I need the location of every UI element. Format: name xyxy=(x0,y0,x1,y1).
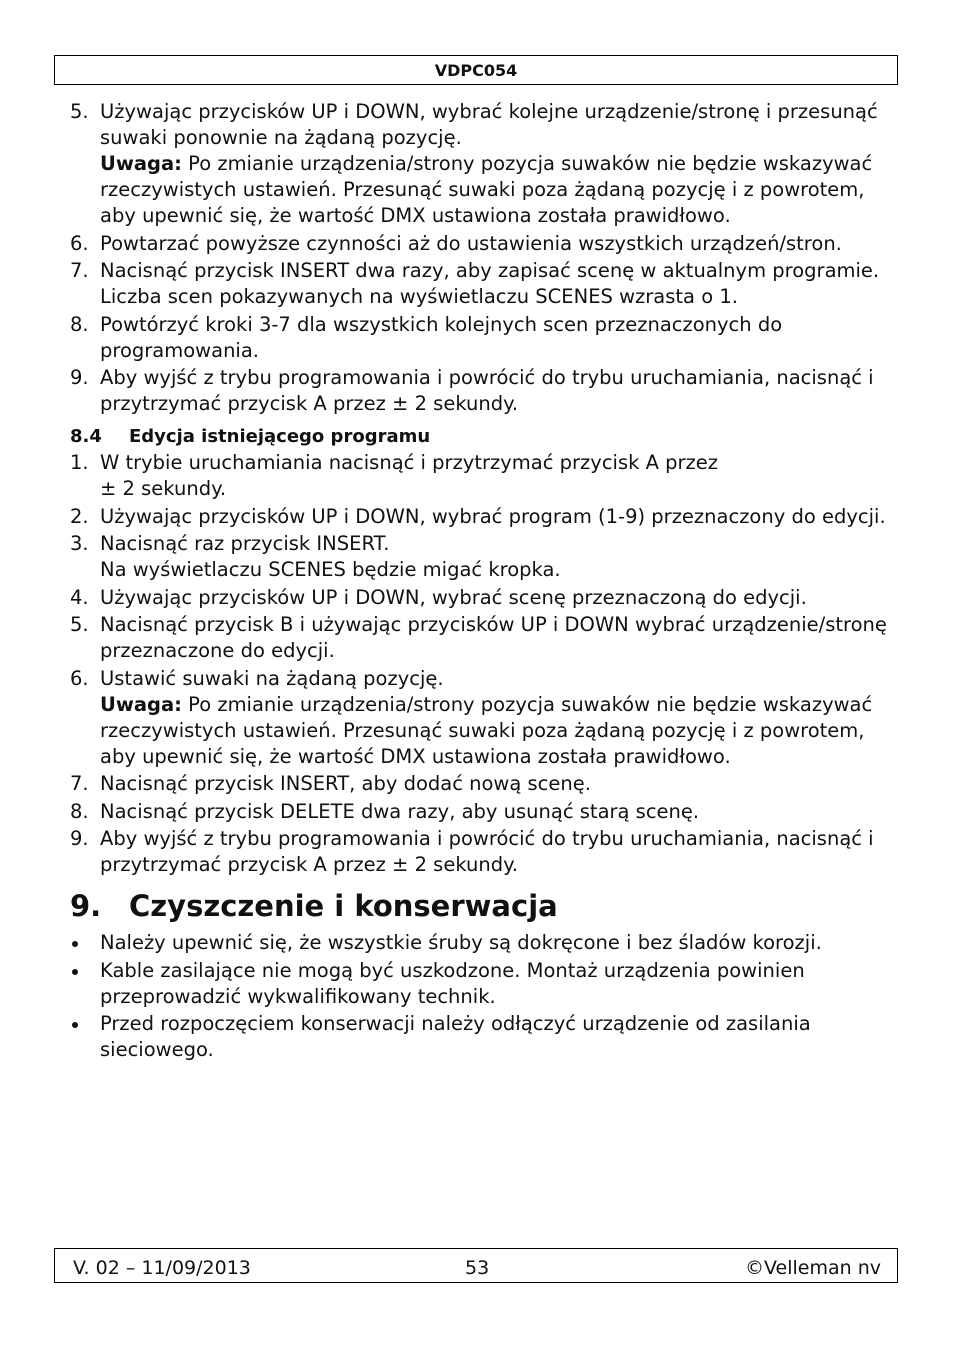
note-label: Uwaga: xyxy=(100,152,182,175)
note-text: Po zmianie urządzenia/strony pozycja suwaków nie będzie wskazywać rzeczywistych ustawień. Przesunąć suwaki poza żądaną pozycję i z powrotem, aby upewnić się, że wartość DMX ustawiona została prawidłowo. xyxy=(100,152,873,227)
section-heading-9: 9. Czyszczenie i konserwacja xyxy=(70,889,558,923)
list-item: Kable zasilające nie mogą być uszkodzone. Montaż urządzenia powinien przeprowadzić wykwalifikowany technik. xyxy=(70,958,890,1010)
header-title: VDPC054 xyxy=(434,60,518,80)
note-label: Uwaga: xyxy=(100,692,182,716)
list-item: Należy upewnić się, że wszystkie śruby są dokręcone i bez śladów korozji. xyxy=(70,930,890,956)
page-content xyxy=(70,99,890,1065)
list-item: 4. Używając przycisków UP i DOWN, wybrać scenę przeznaczoną do edycji. xyxy=(70,585,807,609)
page-footer xyxy=(54,1248,898,1283)
maintenance-bullets xyxy=(70,930,890,1063)
page-header xyxy=(54,55,898,85)
list-item: 3. Nacisnąć raz przycisk INSERT. Na wyświetlaczu SCENES będzie migać kropka. xyxy=(70,532,561,581)
section-heading-8-4: 8.4 Edycja istniejącego programu xyxy=(70,426,431,447)
list-item: 9. Aby wyjść z trybu programowania i powrócić do trybu uruchamiania, nacisnąć i przytrzymać przycisk A przez ± 2 sekundy. xyxy=(70,366,874,415)
bullet-icon xyxy=(72,969,78,975)
list-item: 9. Aby wyjść z trybu programowania i powrócić do trybu uruchamiania, nacisnąć i przytrzymać przycisk A przez ± 2 sekundy. xyxy=(70,827,874,876)
bullet-icon xyxy=(72,1022,78,1028)
note-text: Po zmianie urządzenia/strony pozycja suwaków nie będzie wskazywać rzeczywistych ustawień. Przesunąć suwaki poza żądaną pozycję i z powrotem, aby upewnić się, że wartość DMX ustawiona została prawidłowo. xyxy=(100,692,873,768)
edit-program-steps xyxy=(70,450,890,878)
list-item: 6. Ustawić suwaki na żądaną pozycję. Uwaga: Po zmianie urządzenia/strony pozycja suwaków nie będzie wskazywać rzeczywistych ustawień. Przesunąć suwaki poza żądaną pozycję i z powrotem, aby upewnić się, że wartość DMX ustawiona została prawidłowo. xyxy=(70,666,873,768)
list-item: 6. Powtarzać powyższe czynności aż do ustawienia wszystkich urządzeń/stron. xyxy=(70,231,842,255)
list-item: 8. Nacisnąć przycisk DELETE dwa razy, aby usunąć starą scenę. xyxy=(70,799,700,823)
page-number: 53 xyxy=(465,1257,490,1279)
bullet-icon xyxy=(72,941,78,947)
list-item: 5. Używając przycisków UP i DOWN, wybrać kolejne urządzenie/stronę i przesunąć suwaki ponownie na żądaną pozycję. Uwaga: Po zmianie urządzenia/strony pozycja suwaków nie będzie wskazywać rzeczywistych ustawień. Przesunąć suwaki poza żądaną pozycję i z powrotem, aby upewnić się, że wartość DMX ustawiona została prawidłowo. xyxy=(70,100,878,227)
steps-list-continued xyxy=(70,99,890,417)
footer-copyright: ©Velleman nv xyxy=(745,1257,881,1279)
list-item: 7. Nacisnąć przycisk INSERT dwa razy, aby zapisać scenę w aktualnym programie. Liczba scen pokazywanych na wyświetlaczu SCENES wzrasta o 1. xyxy=(70,259,880,308)
list-item: 5. Nacisnąć przycisk B i używając przycisków UP i DOWN wybrać urządzenie/stronę przeznaczone do edycji. xyxy=(70,613,887,662)
list-item: 2. Używając przycisków UP i DOWN, wybrać program (1-9) przeznaczony do edycji. xyxy=(70,504,886,528)
list-item: 1. W trybie uruchamiania nacisnąć i przytrzymać przycisk A przez ± 2 sekundy. xyxy=(70,451,719,500)
list-item: 8. Powtórzyć kroki 3-7 dla wszystkich kolejnych scen przeznaczonych do programowania. xyxy=(70,312,783,362)
footer-version: V. 02 – 11/09/2013 xyxy=(73,1257,251,1279)
list-item: 7. Nacisnąć przycisk INSERT, aby dodać nową scenę. xyxy=(70,772,591,795)
list-item: Przed rozpoczęciem konserwacji należy odłączyć urządzenie od zasilania sieciowego. xyxy=(70,1011,890,1063)
